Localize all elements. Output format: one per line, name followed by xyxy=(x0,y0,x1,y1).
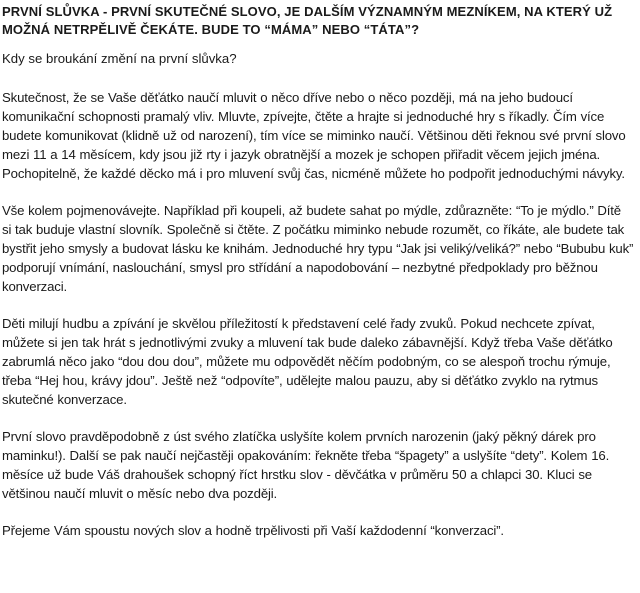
article-title: PRVNÍ SLŮVKA - PRVNÍ SKUTEČNÉ SLOVO, JE DALŠÍM VÝZNAMNÝM MEZNÍKEM, NA KTERÝ UŽ MOŽNÁ NETRPĚLIVĚ ČEKÁTE. BUDE TO “MÁMA” NEBO “TÁTA”? xyxy=(2,4,613,37)
paragraph-closing: Přejeme Vám spoustu nových slov a hodně trpělivosti při Vaší každodenní “konverzaci”. xyxy=(2,523,504,538)
paragraph-naming: Vše kolem pojmenovávejte. Například při koupeli, až budete sahat po mýdle, zdůrazněte: “To je mýdlo.” Dítě si tak buduje vlastní slovník. Společně si čtěte. Z počátku miminko nebude rozumět, co říkáte, ale budete tak bystřit jeho smysly a budovat lásku ke knihám. Jednoduché hry typu “Jak jsi veliký/veliká?” nebo “Bububu kuk” podporují vnímání, naslouchání, smysl pro střídání a napodobování – nezbytné předpoklady pro běžnou konverzaci. xyxy=(2,203,634,294)
article-subtitle: Kdy se broukání změní na první slůvka? xyxy=(2,51,237,66)
paragraph-first-word: První slovo pravděpodobně z úst svého zlatíčka uslyšíte kolem prvních narozenin (jaký pěkný dárek pro maminku!). Další se pak naučí nejčastěji opakováním: řekněte třeba “špagety” a uslyšíte “dety”. Kolem 16. měsíce už bude Váš drahoušek schopný říct hrstku slov - děvčátka v průměru 50 a chlapci 30. Kluci se většinou naučí mluvit o měsíc nebo dva později. xyxy=(2,429,610,501)
paragraph-intro: Skutečnost, že se Vaše děťátko naučí mluvit o něco dříve nebo o něco později, má na jeho budoucí komunikační schopnosti pramalý vliv. Mluvte, zpívejte, čtěte a hrajte si jednoduché hry s říkadly. Čím více budete komunikovat (klidně už od narození), tím více se miminko naučí. Většinou děti řeknou své první slovo mezi 11 a 14 měsícem, kdy jsou již rty i jazyk obratnější a mozek je schopen přiřadit věcem jejich jména. Pochopitelně, že každé děcko má i pro mluvení svůj čas, nicméně můžete ho podpořit jednoduchými návyky. xyxy=(2,90,626,181)
paragraph-music: Děti milují hudbu a zpívání je skvělou příležitostí k představení celé řady zvuků. Pokud nechcete zpívat, můžete si jen tak hrát s jednotlivými zvuky a mluvení tak bude daleko zábavnější. Když třeba Vaše děťátko zabrumlá něco jako “dou dou dou”, můžete mu odpovědět něčím podobným, co se alespoň trochu rýmuje, třeba “Hej hou, krávy jdou”. Ještě než “odpovíte”, udělejte malou pauzu, aby si děťátko zvyklo na rytmus skutečné konverzace. xyxy=(2,316,613,407)
